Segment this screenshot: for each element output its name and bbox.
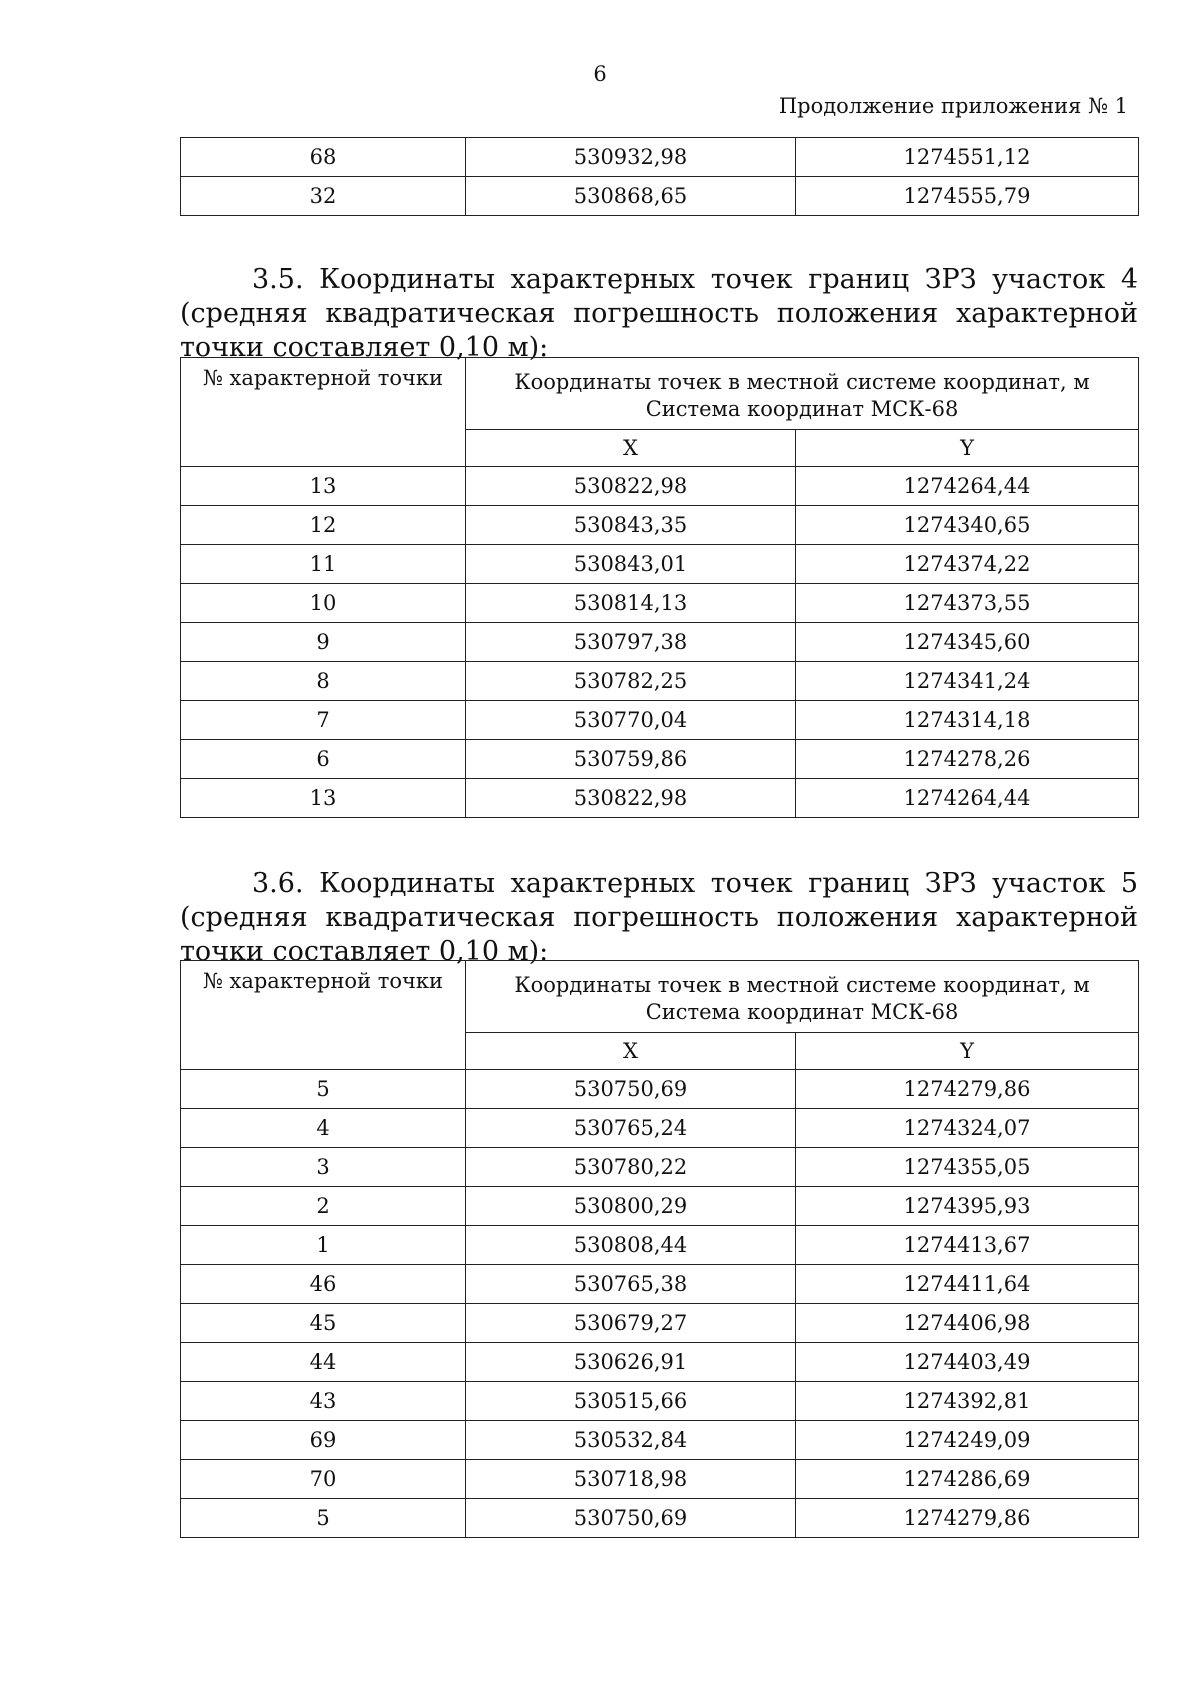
table-body bbox=[181, 138, 1139, 216]
table-body bbox=[181, 467, 1139, 818]
y-coordinate-cell: 1274341,24 bbox=[796, 662, 1139, 701]
y-coordinate-cell: 1274345,60 bbox=[796, 623, 1139, 662]
header-point-number: № характерной точки bbox=[181, 358, 466, 467]
x-coordinate-cell: 530780,22 bbox=[466, 1148, 796, 1187]
section-3-6-text: 3.6. Координаты характерных точек границ ЗРЗ участок 5 (средняя квадратическая погрешность положения характерной точки составляет 0,10 м): bbox=[180, 868, 1138, 967]
header-coordinates-line2: Система координат МСК-68 bbox=[645, 999, 959, 1024]
table-row bbox=[181, 662, 1139, 701]
x-coordinate-cell: 530626,91 bbox=[466, 1343, 796, 1382]
point-number-cell: 11 bbox=[181, 545, 466, 584]
section-3-6-paragraph bbox=[180, 867, 1138, 969]
table-row bbox=[181, 701, 1139, 740]
y-coordinate-cell: 1274395,93 bbox=[796, 1187, 1139, 1226]
point-number-cell: 13 bbox=[181, 779, 466, 818]
y-coordinate-cell: 1274279,86 bbox=[796, 1499, 1139, 1538]
table-row bbox=[181, 1499, 1139, 1538]
point-number-cell: 9 bbox=[181, 623, 466, 662]
point-number-cell: 8 bbox=[181, 662, 466, 701]
y-coordinate-cell: 1274264,44 bbox=[796, 467, 1139, 506]
point-number-cell: 3 bbox=[181, 1148, 466, 1187]
point-number-cell: 5 bbox=[181, 1070, 466, 1109]
point-number-cell: 1 bbox=[181, 1226, 466, 1265]
table-row bbox=[181, 1109, 1139, 1148]
x-coordinate-cell: 530770,04 bbox=[466, 701, 796, 740]
x-coordinate-cell: 530843,35 bbox=[466, 506, 796, 545]
x-coordinate-cell: 530868,65 bbox=[466, 177, 796, 216]
section-3-5-coordinates-table bbox=[180, 357, 1139, 818]
point-number-cell: 6 bbox=[181, 740, 466, 779]
x-coordinate-cell: 530797,38 bbox=[466, 623, 796, 662]
table-row bbox=[181, 1421, 1139, 1460]
header-x: X bbox=[466, 1033, 796, 1070]
header-y: Y bbox=[796, 1033, 1139, 1070]
y-coordinate-cell: 1274555,79 bbox=[796, 177, 1139, 216]
table-row bbox=[181, 138, 1139, 177]
x-coordinate-cell: 530822,98 bbox=[466, 779, 796, 818]
table-row bbox=[181, 1226, 1139, 1265]
appendix-note: Продолжение приложения № 1 bbox=[778, 94, 1128, 118]
x-coordinate-cell: 530932,98 bbox=[466, 138, 796, 177]
table-row bbox=[181, 506, 1139, 545]
header-point-number: № характерной точки bbox=[181, 961, 466, 1070]
header-y: Y bbox=[796, 430, 1139, 467]
point-number-cell: 43 bbox=[181, 1382, 466, 1421]
table-row bbox=[181, 1070, 1139, 1109]
point-number-cell: 45 bbox=[181, 1304, 466, 1343]
table-row bbox=[181, 545, 1139, 584]
y-coordinate-cell: 1274340,65 bbox=[796, 506, 1139, 545]
continued-coordinates-table bbox=[180, 137, 1139, 216]
table-row bbox=[181, 584, 1139, 623]
table-row bbox=[181, 1382, 1139, 1421]
point-number-cell: 69 bbox=[181, 1421, 466, 1460]
y-coordinate-cell: 1274373,55 bbox=[796, 584, 1139, 623]
section-3-5-text: 3.5. Координаты характерных точек границ ЗРЗ участок 4 (средняя квадратическая погрешность положения характерной точки составляет 0,10 м): bbox=[180, 264, 1138, 363]
y-coordinate-cell: 1274392,81 bbox=[796, 1382, 1139, 1421]
section-3-6-coordinates-table bbox=[180, 960, 1139, 1538]
x-coordinate-cell: 530782,25 bbox=[466, 662, 796, 701]
table-row bbox=[181, 623, 1139, 662]
x-coordinate-cell: 530532,84 bbox=[466, 1421, 796, 1460]
y-coordinate-cell: 1274411,64 bbox=[796, 1265, 1139, 1304]
x-coordinate-cell: 530515,66 bbox=[466, 1382, 796, 1421]
x-coordinate-cell: 530750,69 bbox=[466, 1499, 796, 1538]
x-coordinate-cell: 530808,44 bbox=[466, 1226, 796, 1265]
point-number-cell: 10 bbox=[181, 584, 466, 623]
x-coordinate-cell: 530718,98 bbox=[466, 1460, 796, 1499]
x-coordinate-cell: 530765,24 bbox=[466, 1109, 796, 1148]
y-coordinate-cell: 1274314,18 bbox=[796, 701, 1139, 740]
header-coordinates-line2: Система координат МСК-68 bbox=[645, 396, 959, 421]
y-coordinate-cell: 1274406,98 bbox=[796, 1304, 1139, 1343]
table-row bbox=[181, 779, 1139, 818]
x-coordinate-cell: 530800,29 bbox=[466, 1187, 796, 1226]
y-coordinate-cell: 1274249,09 bbox=[796, 1421, 1139, 1460]
table-row bbox=[181, 467, 1139, 506]
table-row bbox=[181, 1187, 1139, 1226]
point-number-cell: 44 bbox=[181, 1343, 466, 1382]
header-coordinates bbox=[466, 358, 1139, 430]
page-number: 6 bbox=[593, 62, 607, 86]
point-number-cell: 7 bbox=[181, 701, 466, 740]
header-coordinates-line1: Координаты точек в местной системе координат, м bbox=[514, 369, 1090, 394]
y-coordinate-cell: 1274413,67 bbox=[796, 1226, 1139, 1265]
x-coordinate-cell: 530759,86 bbox=[466, 740, 796, 779]
y-coordinate-cell: 1274324,07 bbox=[796, 1109, 1139, 1148]
section-3-5-paragraph bbox=[180, 263, 1138, 365]
header-coordinates bbox=[466, 961, 1139, 1033]
point-number-cell: 4 bbox=[181, 1109, 466, 1148]
point-number-cell: 12 bbox=[181, 506, 466, 545]
x-coordinate-cell: 530814,13 bbox=[466, 584, 796, 623]
point-number-cell: 2 bbox=[181, 1187, 466, 1226]
y-coordinate-cell: 1274374,22 bbox=[796, 545, 1139, 584]
y-coordinate-cell: 1274278,26 bbox=[796, 740, 1139, 779]
table-row bbox=[181, 177, 1139, 216]
table-row bbox=[181, 1304, 1139, 1343]
point-number-cell: 13 bbox=[181, 467, 466, 506]
point-number-cell: 32 bbox=[181, 177, 466, 216]
y-coordinate-cell: 1274551,12 bbox=[796, 138, 1139, 177]
table-row bbox=[181, 1148, 1139, 1187]
table-row bbox=[181, 740, 1139, 779]
table-row bbox=[181, 1265, 1139, 1304]
y-coordinate-cell: 1274403,49 bbox=[796, 1343, 1139, 1382]
y-coordinate-cell: 1274279,86 bbox=[796, 1070, 1139, 1109]
header-coordinates-line1: Координаты точек в местной системе координат, м bbox=[514, 972, 1090, 997]
y-coordinate-cell: 1274264,44 bbox=[796, 779, 1139, 818]
y-coordinate-cell: 1274286,69 bbox=[796, 1460, 1139, 1499]
y-coordinate-cell: 1274355,05 bbox=[796, 1148, 1139, 1187]
point-number-cell: 70 bbox=[181, 1460, 466, 1499]
table-row bbox=[181, 1460, 1139, 1499]
x-coordinate-cell: 530765,38 bbox=[466, 1265, 796, 1304]
x-coordinate-cell: 530750,69 bbox=[466, 1070, 796, 1109]
table-row bbox=[181, 1343, 1139, 1382]
x-coordinate-cell: 530679,27 bbox=[466, 1304, 796, 1343]
point-number-cell: 46 bbox=[181, 1265, 466, 1304]
header-x: X bbox=[466, 430, 796, 467]
table-body bbox=[181, 1070, 1139, 1538]
x-coordinate-cell: 530843,01 bbox=[466, 545, 796, 584]
x-coordinate-cell: 530822,98 bbox=[466, 467, 796, 506]
point-number-cell: 5 bbox=[181, 1499, 466, 1538]
point-number-cell: 68 bbox=[181, 138, 466, 177]
